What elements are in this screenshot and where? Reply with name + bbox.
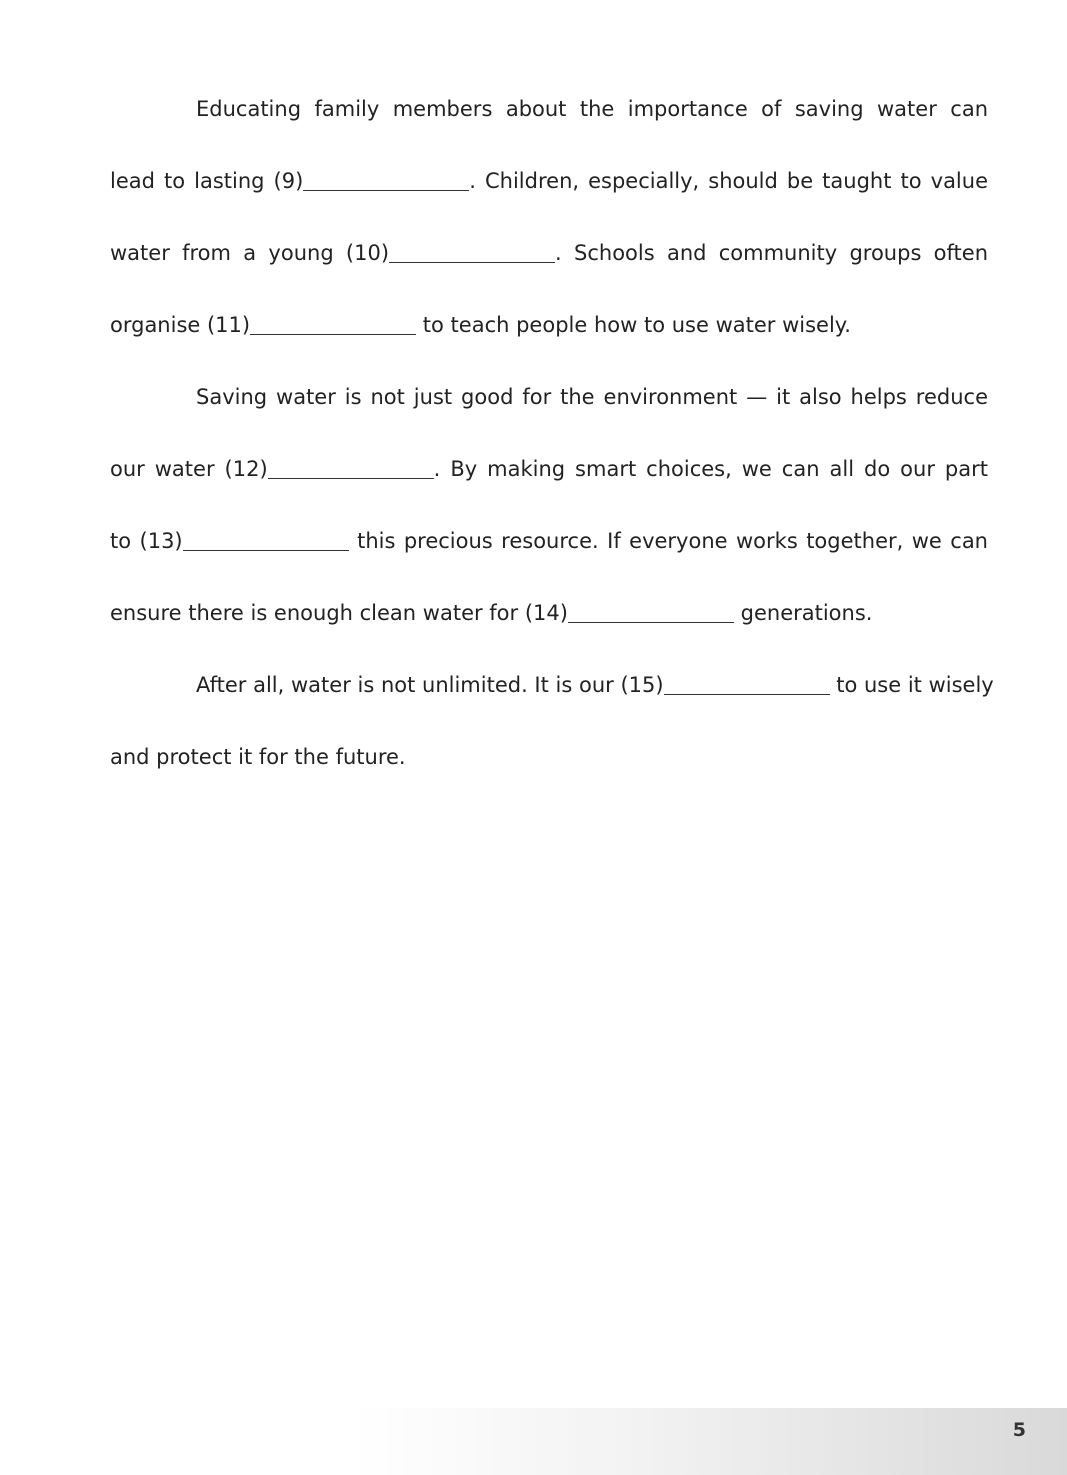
page-number: 5 (1012, 1419, 1026, 1441)
blank-10[interactable] (389, 244, 555, 263)
paragraph-2-line-2 (110, 433, 988, 505)
paragraph-1-line-4 (110, 289, 988, 361)
paragraph-3-line-1 (110, 649, 994, 721)
text-segment: to use it wisely (829, 673, 994, 697)
text-segment: Saving water is not just good for the environment — it also helps reduce (196, 385, 988, 409)
blank-12[interactable] (268, 460, 434, 479)
text-segment: . Schools and community groups often (555, 241, 988, 265)
paragraph-2-line-4 (110, 577, 988, 649)
footer-bar (0, 1408, 1067, 1475)
text-segment: our water (12) (110, 457, 268, 481)
text-segment: to (13) (110, 529, 183, 553)
text-segment: Educating family members about the importance of saving water can (196, 97, 988, 121)
text-segment: After all, water is not unlimited. It is our (15) (196, 673, 664, 697)
text-segment: . Children, especially, should be taught to value (469, 169, 988, 193)
text-segment: ensure there is enough clean water for (14) (110, 601, 568, 625)
text-segment: generations. (733, 601, 873, 625)
text-segment: water from a young (10) (110, 241, 390, 265)
text-segment: lead to lasting (9) (110, 169, 304, 193)
paragraph-2-line-3 (110, 505, 988, 577)
text-segment: . By making smart choices, we can all do our part (433, 457, 988, 481)
blank-13[interactable] (183, 532, 349, 551)
blank-9[interactable] (303, 172, 469, 191)
blank-14[interactable] (568, 604, 734, 623)
blank-15[interactable] (664, 676, 830, 695)
page-content (110, 73, 994, 793)
paragraph-1-line-2 (110, 145, 988, 217)
paragraph-1-line-1 (110, 73, 988, 145)
paragraph-3-line-2 (110, 721, 988, 793)
text-segment: this precious resource. If everyone works together, we can (348, 529, 988, 553)
paragraph-1-line-3 (110, 217, 988, 289)
blank-11[interactable] (250, 316, 416, 335)
paragraph-2-line-1 (110, 361, 988, 433)
text-segment: organise (11) (110, 313, 251, 337)
text-segment: and protect it for the future. (110, 745, 406, 769)
text-segment: to teach people how to use water wisely. (416, 313, 851, 337)
